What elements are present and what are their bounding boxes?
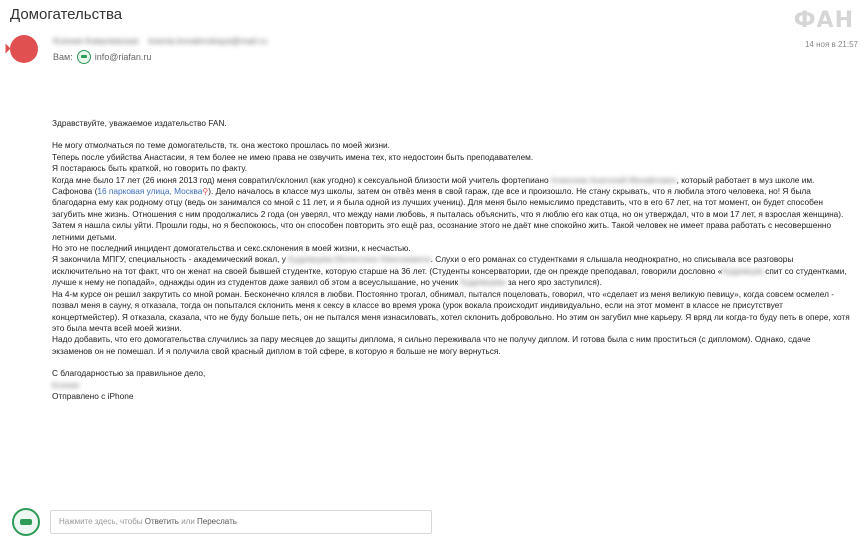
fan-logo-watermark: ФАН <box>793 8 854 33</box>
paragraph-3: Я постараюсь быть краткой, но говорить по факту. <box>52 163 247 174</box>
greeting: Здравствуйте, уважаемое издательство FAN. <box>52 118 227 128</box>
map-pin-icon: ⚲ <box>202 187 209 197</box>
redacted-name: Кудрявцева Валентина Николаевича <box>288 254 431 265</box>
paragraph-5: Но это не последний инцидент домогательства и секс.склонения в моей жизни, к несчастью. <box>52 243 411 254</box>
fan-recipient-icon <box>77 50 91 64</box>
redacted-name: Кудрявцева <box>460 277 506 288</box>
sender-line[interactable] <box>53 36 267 46</box>
recipient-email[interactable]: info@riafan.ru <box>94 52 152 62</box>
signature: Ксения <box>52 379 80 390</box>
email-subject: Домогательства <box>10 6 123 23</box>
redacted-name: Кудрявцев <box>722 265 763 276</box>
sender-name[interactable]: Ксения Ковалевская <box>53 36 139 46</box>
address-link[interactable]: 16 парковая улица, Москва <box>97 186 203 197</box>
user-avatar-icon <box>12 508 40 536</box>
paragraph-1: Не могу отмолчаться по теме домогательств, тк. она жестоко прошлась по моей жизни. <box>52 140 390 151</box>
reply-link[interactable]: Ответить <box>144 517 179 526</box>
paragraph-7: На 4-м курсе он решил закрутить со мной роман. Бесконечно клялся в любви. Постоянно трогал, обнимал, пытался поцеловать, говорил, что «сделает из меня великую певицу», когда совсем осмелел - позвал меня в сауну, я отказала, тогда он попытался склонить меня к сексу в классе во время урока (урок вокала происходит индивидуально, если на этот момент в классе не присутствует концертмейстер). Я отказала, сказала, что не буду больше петь, он не пытался меня изнасиловать, хотел склонить добровольно. Но этим он загубил мне карьеру. Я вряд ли когда-то буду петь в опере, хотя это была мечта всей моей жизни. <box>52 288 850 333</box>
sender-email[interactable]: ksenia.kovalevskaya@mail.ru <box>148 36 268 46</box>
paragraph-4: Когда мне было 17 лет (26 июня 2013 год) меня совратил/склонил (как угодно) к сексуальной близости мой учитель фортепиано Алексеев Анатолий Михайлович, который работает в муз школе им. Сафонова (16 парковая улица, Москва⚲). Дело началось в классе муз школы, затем он отвёз меня в свой гараж, где все и произошло. Не стану скрывать, что я любила этого человека, но! Я была благодарна ему как родному отцу (ведь он занимался со мной с 11 лет, и я была одной из лучших учениц). Для меня было немыслимо представить, что в его 67 лет, на тот момент, он будет способен загубить мне жизнь. Отношения с ним продолжались 2 года (он уверял, что между нами любовь, я пыталась объяснить, что я люблю его как отца, но он утверждал, что в мои 17 лет, я взрослая женщина). Затем я нашла силы уйти. Прошли годы, но я беспокоюсь, что он способен повторить это ещё раз, осознание этого не даёт мне спокойно жить. Такой человек не имеет права работать с несовершенно летними детьми. <box>52 174 844 242</box>
paragraph-8: Надо добавить, что его домогательства случились за пару месяцев до защиты диплома, я сильно переживала что не получу диплом. И готова была с ним проститься (с дипломом). Однако, сдаче экзаменов он не помешал. И я получила свой красный диплом в той сфере, в которую я больше не могу вернуться. <box>52 334 811 356</box>
email-body <box>52 118 852 402</box>
redacted-name: Алексеев Анатолий Михайлович <box>550 174 677 185</box>
recipient-line <box>53 50 151 64</box>
forward-link[interactable]: Переслать <box>197 517 237 526</box>
sender-avatar[interactable] <box>10 35 38 63</box>
quick-reply-box[interactable]: Нажмите здесь, чтобы Ответить или Переслать <box>50 510 432 534</box>
paragraph-2: Теперь после убийства Анастасии, я тем более не имею права не озвучить имена тех, кто недостоин быть преподавателем. <box>52 151 534 162</box>
avatar-caret-icon <box>6 44 11 54</box>
closing-line: С благодарностью за правильное дело, <box>52 368 206 379</box>
email-date: 14 ноя в 21:57 <box>804 40 858 49</box>
sent-from: Отправлено с iPhone <box>52 390 134 401</box>
reply-area <box>12 508 432 536</box>
to-label: Вам: <box>53 52 73 62</box>
paragraph-6: Я закончила МПГУ, специальность - академический вокал, у Кудрявцева Валентина Николаевича. Слухи о его романах со студентками я слышала неоднократно, но списывала все разговоры исключительно на тот факт, что он женат на своей бывшей студентке, которую старше на 36 лет. (Студенты консерватории, где он прежде преподавал, говорили дословно «Кудрявцев спит со студентками, лучше к нему не попадай», однажды один из студентов даже заявил об этом а всеуслышание, но ученик Кудрявцева за него яро заступился). <box>52 254 847 288</box>
